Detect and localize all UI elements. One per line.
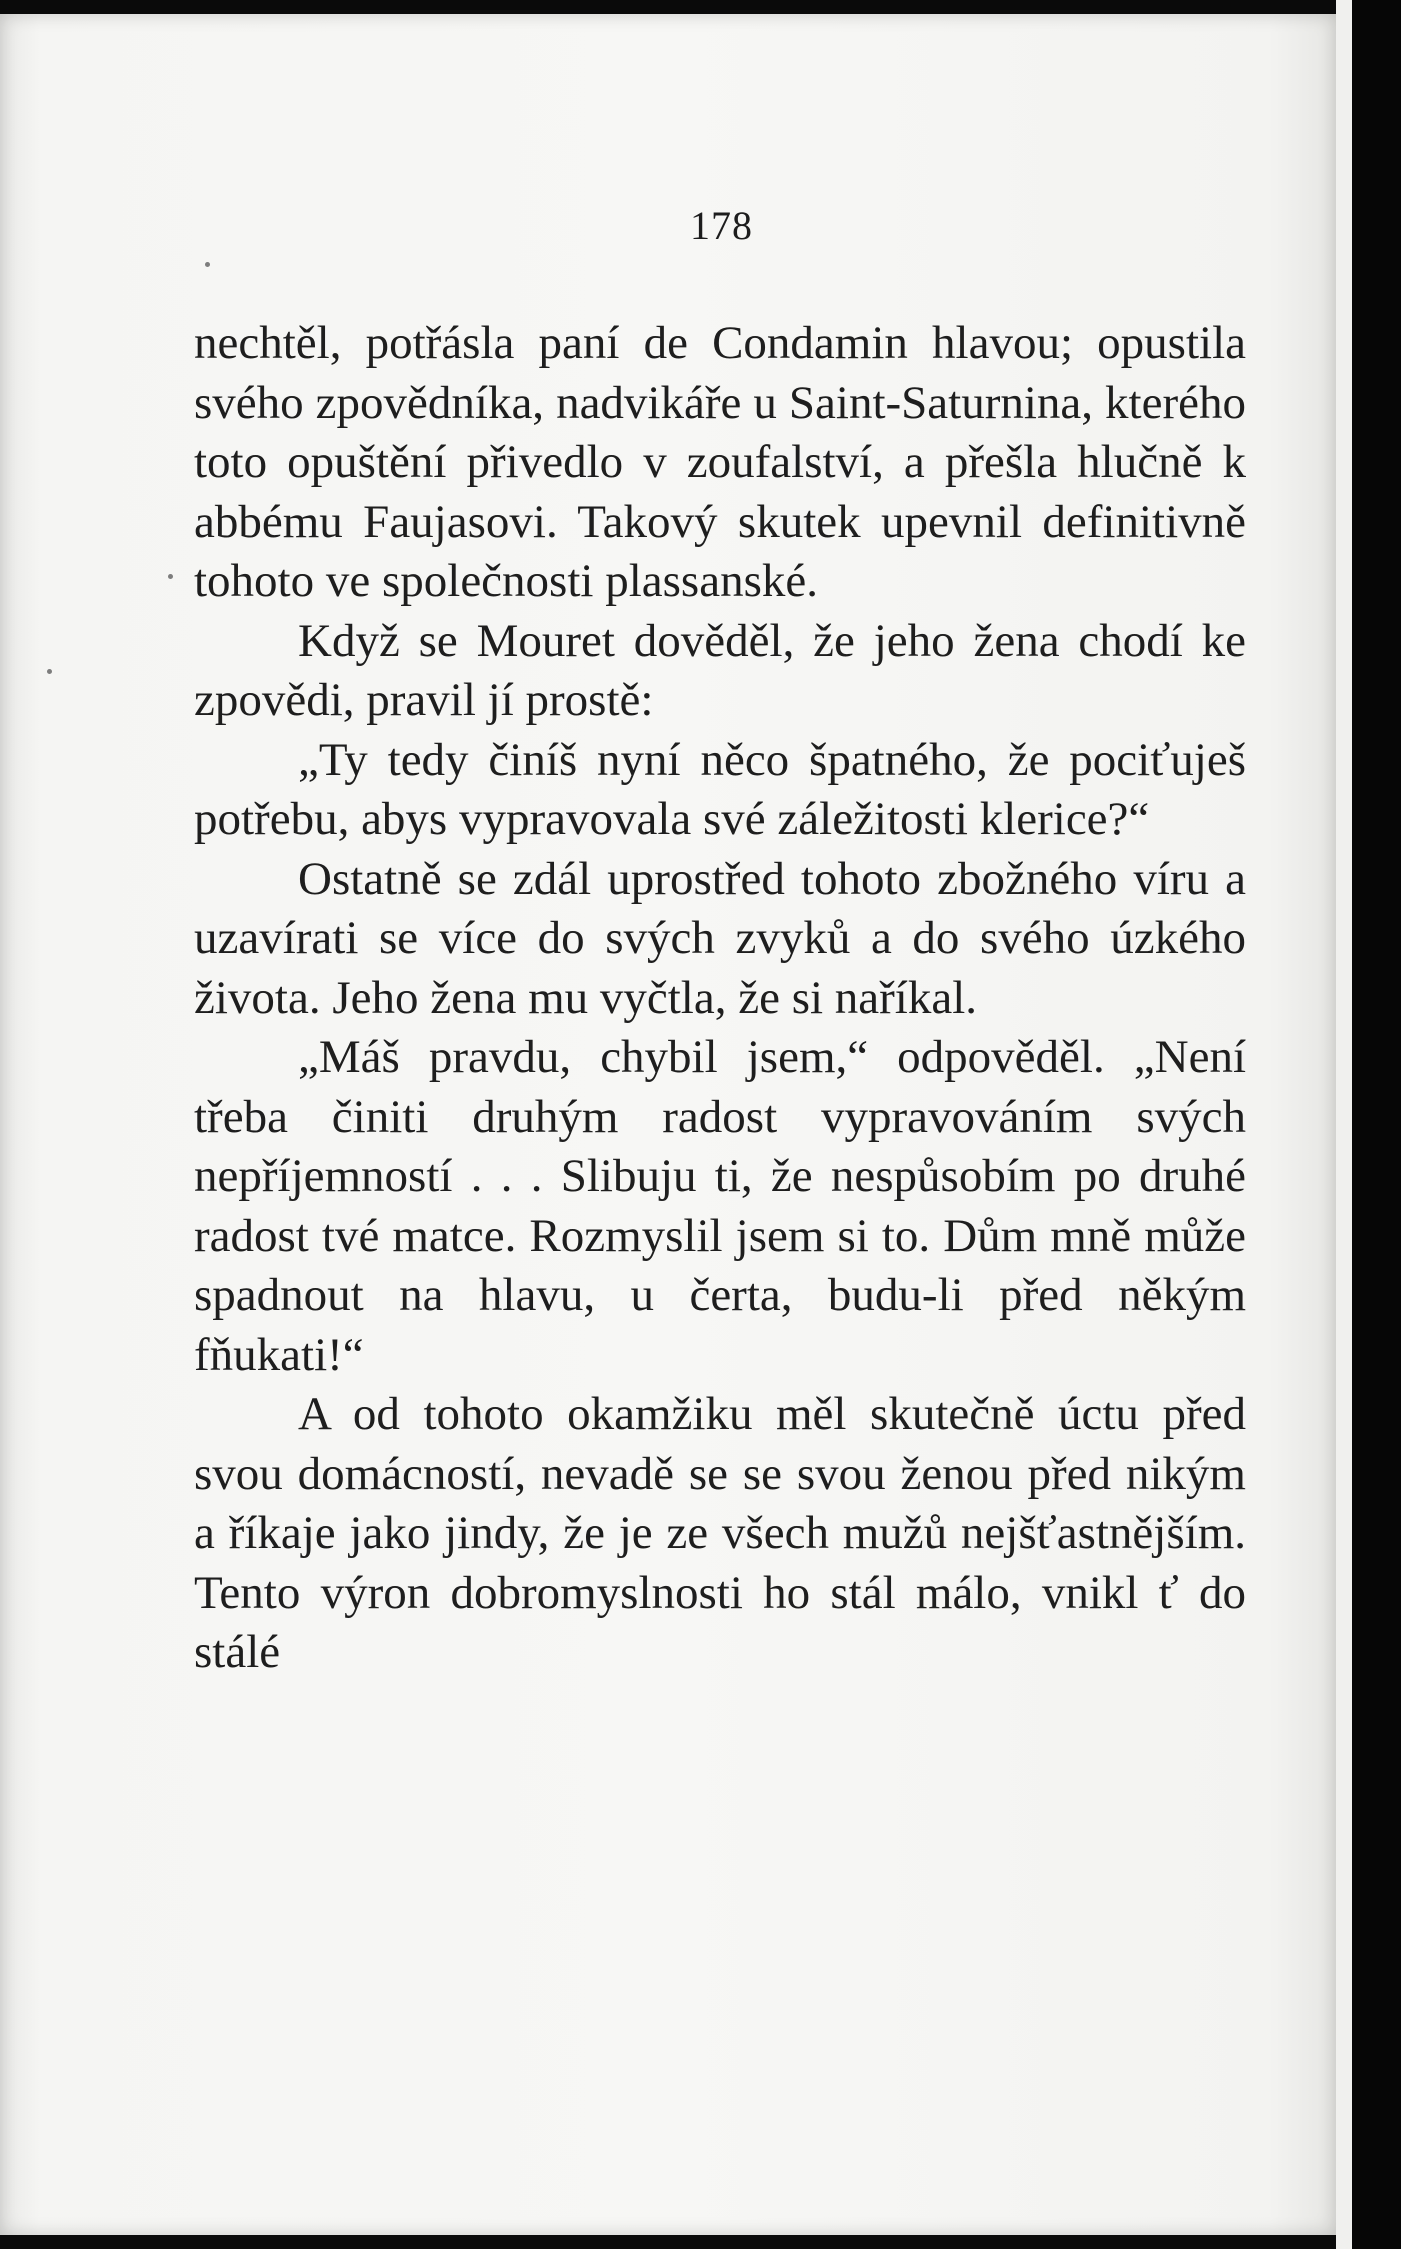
ink-speck — [168, 574, 173, 579]
facing-page-edge — [1336, 0, 1352, 2249]
ink-speck — [205, 262, 210, 267]
page-text — [194, 314, 1246, 1683]
paragraph-quote: „Máš pravdu, chybil jsem,“ odpověděl. „Není třeba činiti druhým radost vypravováním svých nepříjemností . . . Slibuju ti, že nespůsobím po druhé radost tvé matce. Rozmyslil jsem si to. Dům mně může spadnout na hlavu, u čerta, budu-li před někým fňukati!“ — [194, 1031, 1246, 1381]
paragraph: Ostatně se zdál uprostřed tohoto zbožného víru a uzavírati se více do svých zvyků a do svého úzkého života. Jeho žena mu vyčtla, že si naříkal. — [194, 852, 1246, 1024]
paragraph: Když se Mouret dověděl, že jeho žena chodí ke zpovědi, pravil jí prostě: — [194, 614, 1246, 726]
scan-gutter — [1352, 0, 1401, 2249]
paragraph-quote: „Ty tedy činíš nyní něco špatného, že pociťuješ potřebu, abys vypravovala své záležitosti klerice?“ — [194, 733, 1246, 845]
paragraph: A od tohoto okamžiku měl skutečně úctu před svou domácností, nevadě se se svou ženou před nikým a říkaje jako jindy, že je ze všech mužů nejšťastnějším. Tento výron dobromyslnosti ho stál málo, vnikl ť do stálé — [194, 1388, 1246, 1678]
book-page — [0, 14, 1336, 2235]
page-number: 178 — [690, 203, 753, 248]
paragraph-continuation: nechtěl, potřásla paní de Condamin hlavou; opustila svého zpovědníka, nadvikáře u Saint-Saturnina, kterého toto opuštění přivedlo v zoufalství, a přešla hlučně k abbému Faujasovi. Takový skutek upevnil definitivně tohoto ve společnosti plassanské. — [194, 317, 1246, 607]
ink-speck — [47, 669, 52, 674]
